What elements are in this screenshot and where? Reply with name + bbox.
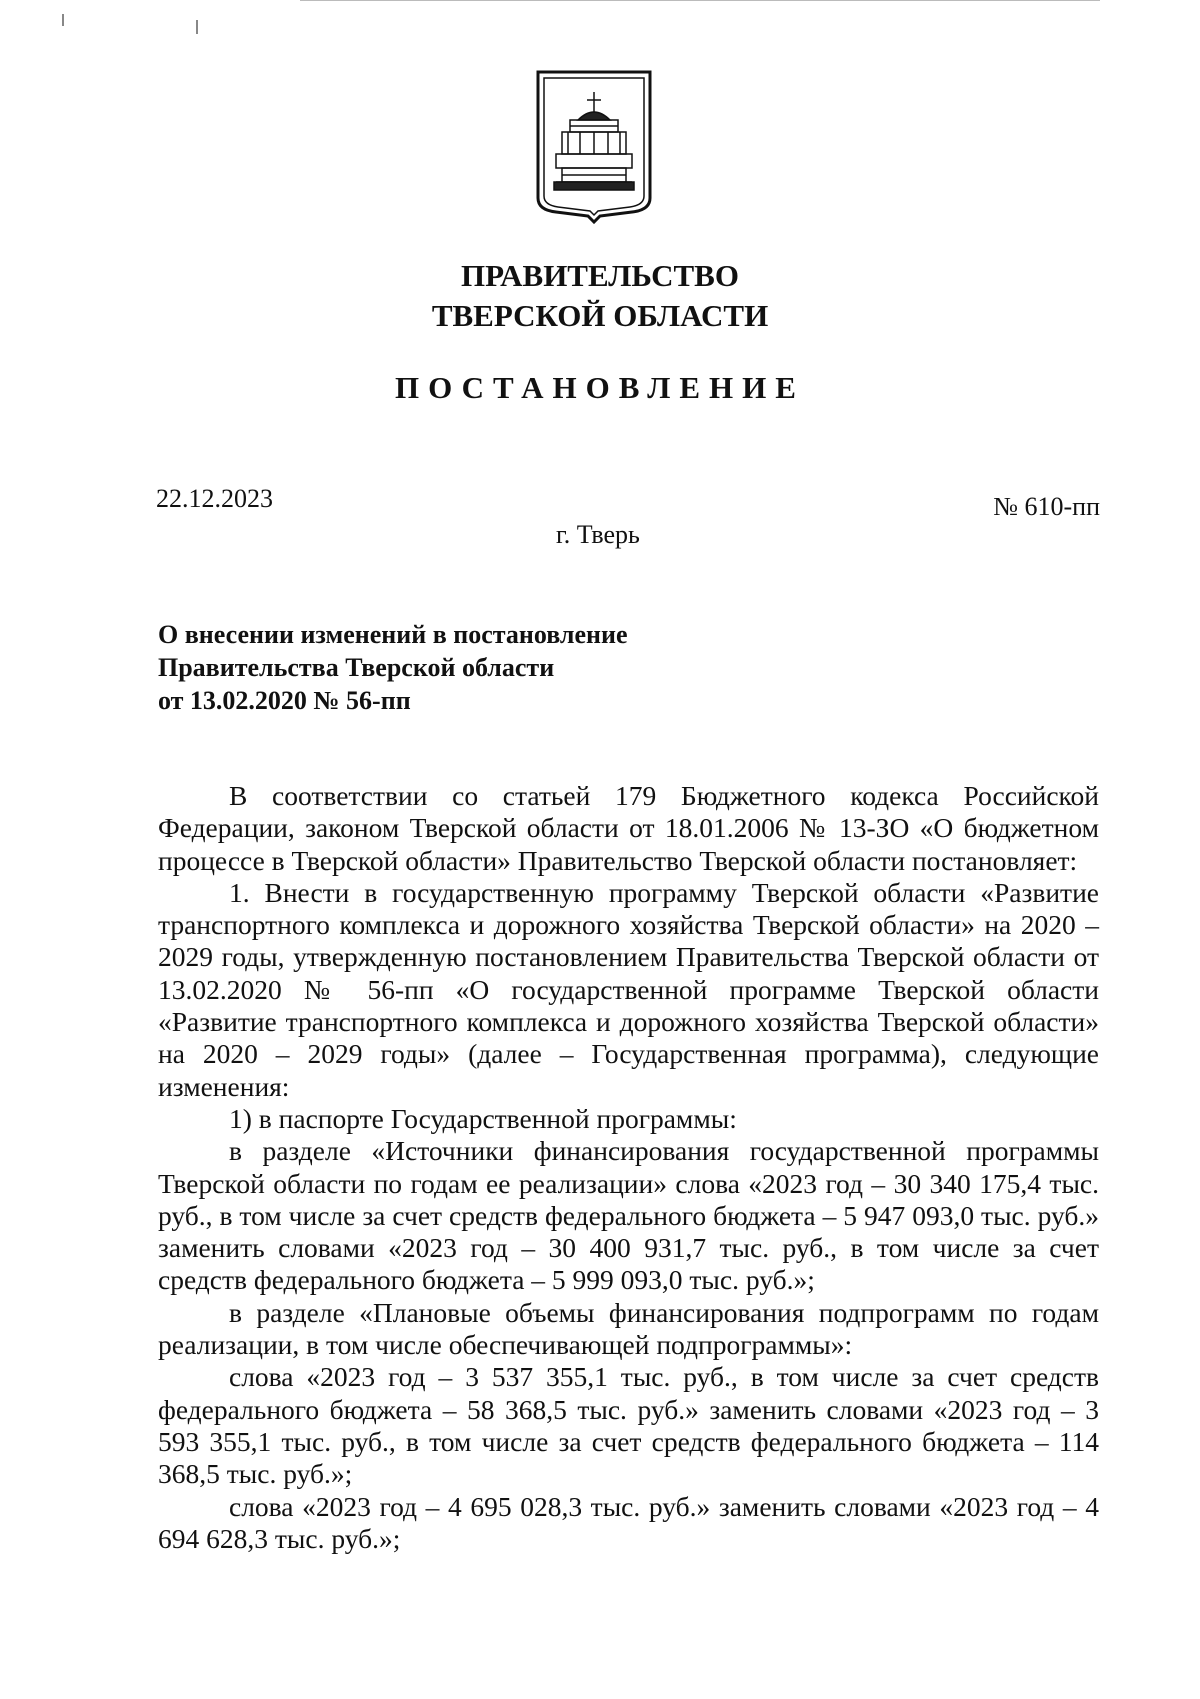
body-paragraph-item-1: 1. Внести в государственную программу Тверской области «Развитие транспортного комплекса и дорожного хозяйства Тверской области» на 2020 – 2029 годы, утвержденную постановлением Правительства Тверской области от 13.02.2020 № 56-пп «О государственной программе Тверской области «Развитие транспортного комплекса и дорожного хозяйства Тверской области» на 2020 – 2029 годы» (далее – Государственная программа), следующие изменения: <box>158 876 1099 1102</box>
document-subject <box>158 618 628 717</box>
coat-of-arms-emblem <box>532 70 656 226</box>
document-type-title: ПОСТАНОВЛЕНИЕ <box>395 370 805 405</box>
document-number: № 610-пп <box>993 492 1100 521</box>
document-city: г. Тверь <box>556 520 640 549</box>
scan-mark <box>196 20 198 34</box>
body-paragraph-words-2: слова «2023 год – 4 695 028,3 тыс. руб.» заменить словами «2023 год – 4 694 628,3 тыс. руб.»; <box>158 1490 1099 1554</box>
body-paragraph-preamble: В соответствии со статьей 179 Бюджетного кодекса Российской Федерации, законом Тверской области от 18.01.2006 № 13-ЗО «О бюджетном процессе в Тверской области» Правительство Тверской области постановляет: <box>158 780 1099 876</box>
body-paragraph-planned-volumes: в разделе «Плановые объемы финансирования подпрограмм по годам реализации, в том числе обеспечивающей подпрограммы»: <box>158 1296 1099 1361</box>
scan-edge-line <box>300 0 1100 1</box>
body-paragraph-words-1: слова «2023 год – 3 537 355,1 тыс. руб., в том числе за счет средств федерального бюджета – 58 368,5 тыс. руб.» заменить словами «2023 год – 3 593 355,1 тыс. руб., в том числе за счет средств федерального бюджета – 114 368,5 тыс. руб.»; <box>158 1361 1099 1490</box>
government-name-line1: ПРАВИТЕЛЬСТВО <box>461 258 739 293</box>
body-paragraph-subitem-1: 1) в паспорте Государственной программы: <box>229 1102 737 1134</box>
scan-mark <box>62 14 64 26</box>
body-paragraph-funding-sources: в разделе «Источники финансирования государственной программы Тверской области по годам ее реализации» слова «2023 год – 30 340 175,4 тыс. руб., в том числе за счет средств федерального бюджета – 5 947 093,0 тыс. руб.» заменить словами «2023 год – 30 400 931,7 тыс. руб., в том числе за счет средств федерального бюджета – 5 999 093,0 тыс. руб.»; <box>158 1135 1099 1296</box>
document-body <box>158 780 1099 1555</box>
government-name-line2: ТВЕРСКОЙ ОБЛАСТИ <box>431 298 769 333</box>
government-name <box>0 256 1200 336</box>
subject-line2: Правительства Тверской области <box>158 653 555 682</box>
subject-line3: от 13.02.2020 № 56-пп <box>158 686 411 715</box>
subject-line1: О внесении изменений в постановление <box>158 620 628 649</box>
document-date: 22.12.2023 <box>156 484 273 513</box>
